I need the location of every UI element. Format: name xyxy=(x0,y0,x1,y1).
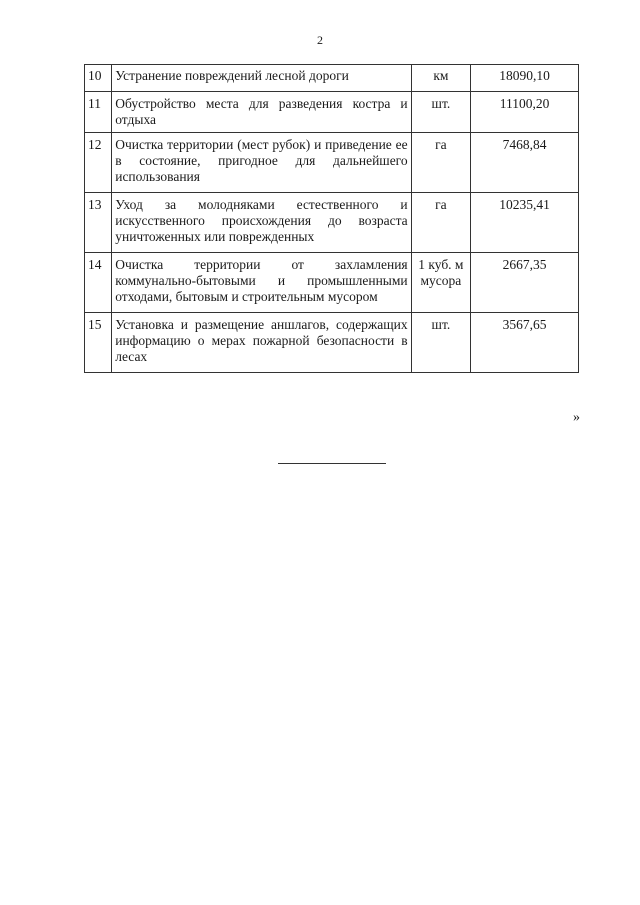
table-row xyxy=(85,253,579,313)
table-row xyxy=(85,133,579,193)
service-name: Установка и размещение аншлагов, содержащих информацию о мерах пожарной безопасности в лесах xyxy=(112,313,411,373)
service-name: Устранение повреждений лесной дороги xyxy=(112,65,411,92)
service-name: Уход за молодняками естественного и искусственного происхождения до возраста уничтоженных или поврежденных xyxy=(112,193,411,253)
unit-of-measure: 1 куб. м мусора xyxy=(411,253,470,313)
page-number: 2 xyxy=(317,33,323,47)
service-name: Очистка территории (мест рубок) и приведение ее в состояние, пригодное для дальнейшего использования xyxy=(112,133,411,193)
unit-of-measure: га xyxy=(411,193,470,253)
service-value: 2667,35 xyxy=(471,253,579,313)
table-row xyxy=(85,65,579,92)
service-name: Обустройство места для разведения костра и отдыха xyxy=(112,92,411,133)
table-row xyxy=(85,193,579,253)
row-number: 14 xyxy=(85,253,112,313)
unit-of-measure: км xyxy=(411,65,470,92)
service-value: 7468,84 xyxy=(471,133,579,193)
services-table xyxy=(84,64,579,373)
unit-of-measure: шт. xyxy=(411,92,470,133)
row-number: 12 xyxy=(85,133,112,193)
row-number: 13 xyxy=(85,193,112,253)
row-number: 15 xyxy=(85,313,112,373)
row-number: 11 xyxy=(85,92,112,133)
table-row xyxy=(85,92,579,133)
service-value: 10235,41 xyxy=(471,193,579,253)
table-row xyxy=(85,313,579,373)
service-value: 18090,10 xyxy=(471,65,579,92)
row-number: 10 xyxy=(85,65,112,92)
unit-of-measure: шт. xyxy=(411,313,470,373)
end-of-document-rule xyxy=(278,463,386,464)
service-name: Очистка территории от захламления коммунально-бытовыми и промышленными отходами, бытовым и строительным мусором xyxy=(112,253,411,313)
service-value: 11100,20 xyxy=(471,92,579,133)
closing-quote: » xyxy=(573,410,580,425)
unit-of-measure: га xyxy=(411,133,470,193)
service-value: 3567,65 xyxy=(471,313,579,373)
